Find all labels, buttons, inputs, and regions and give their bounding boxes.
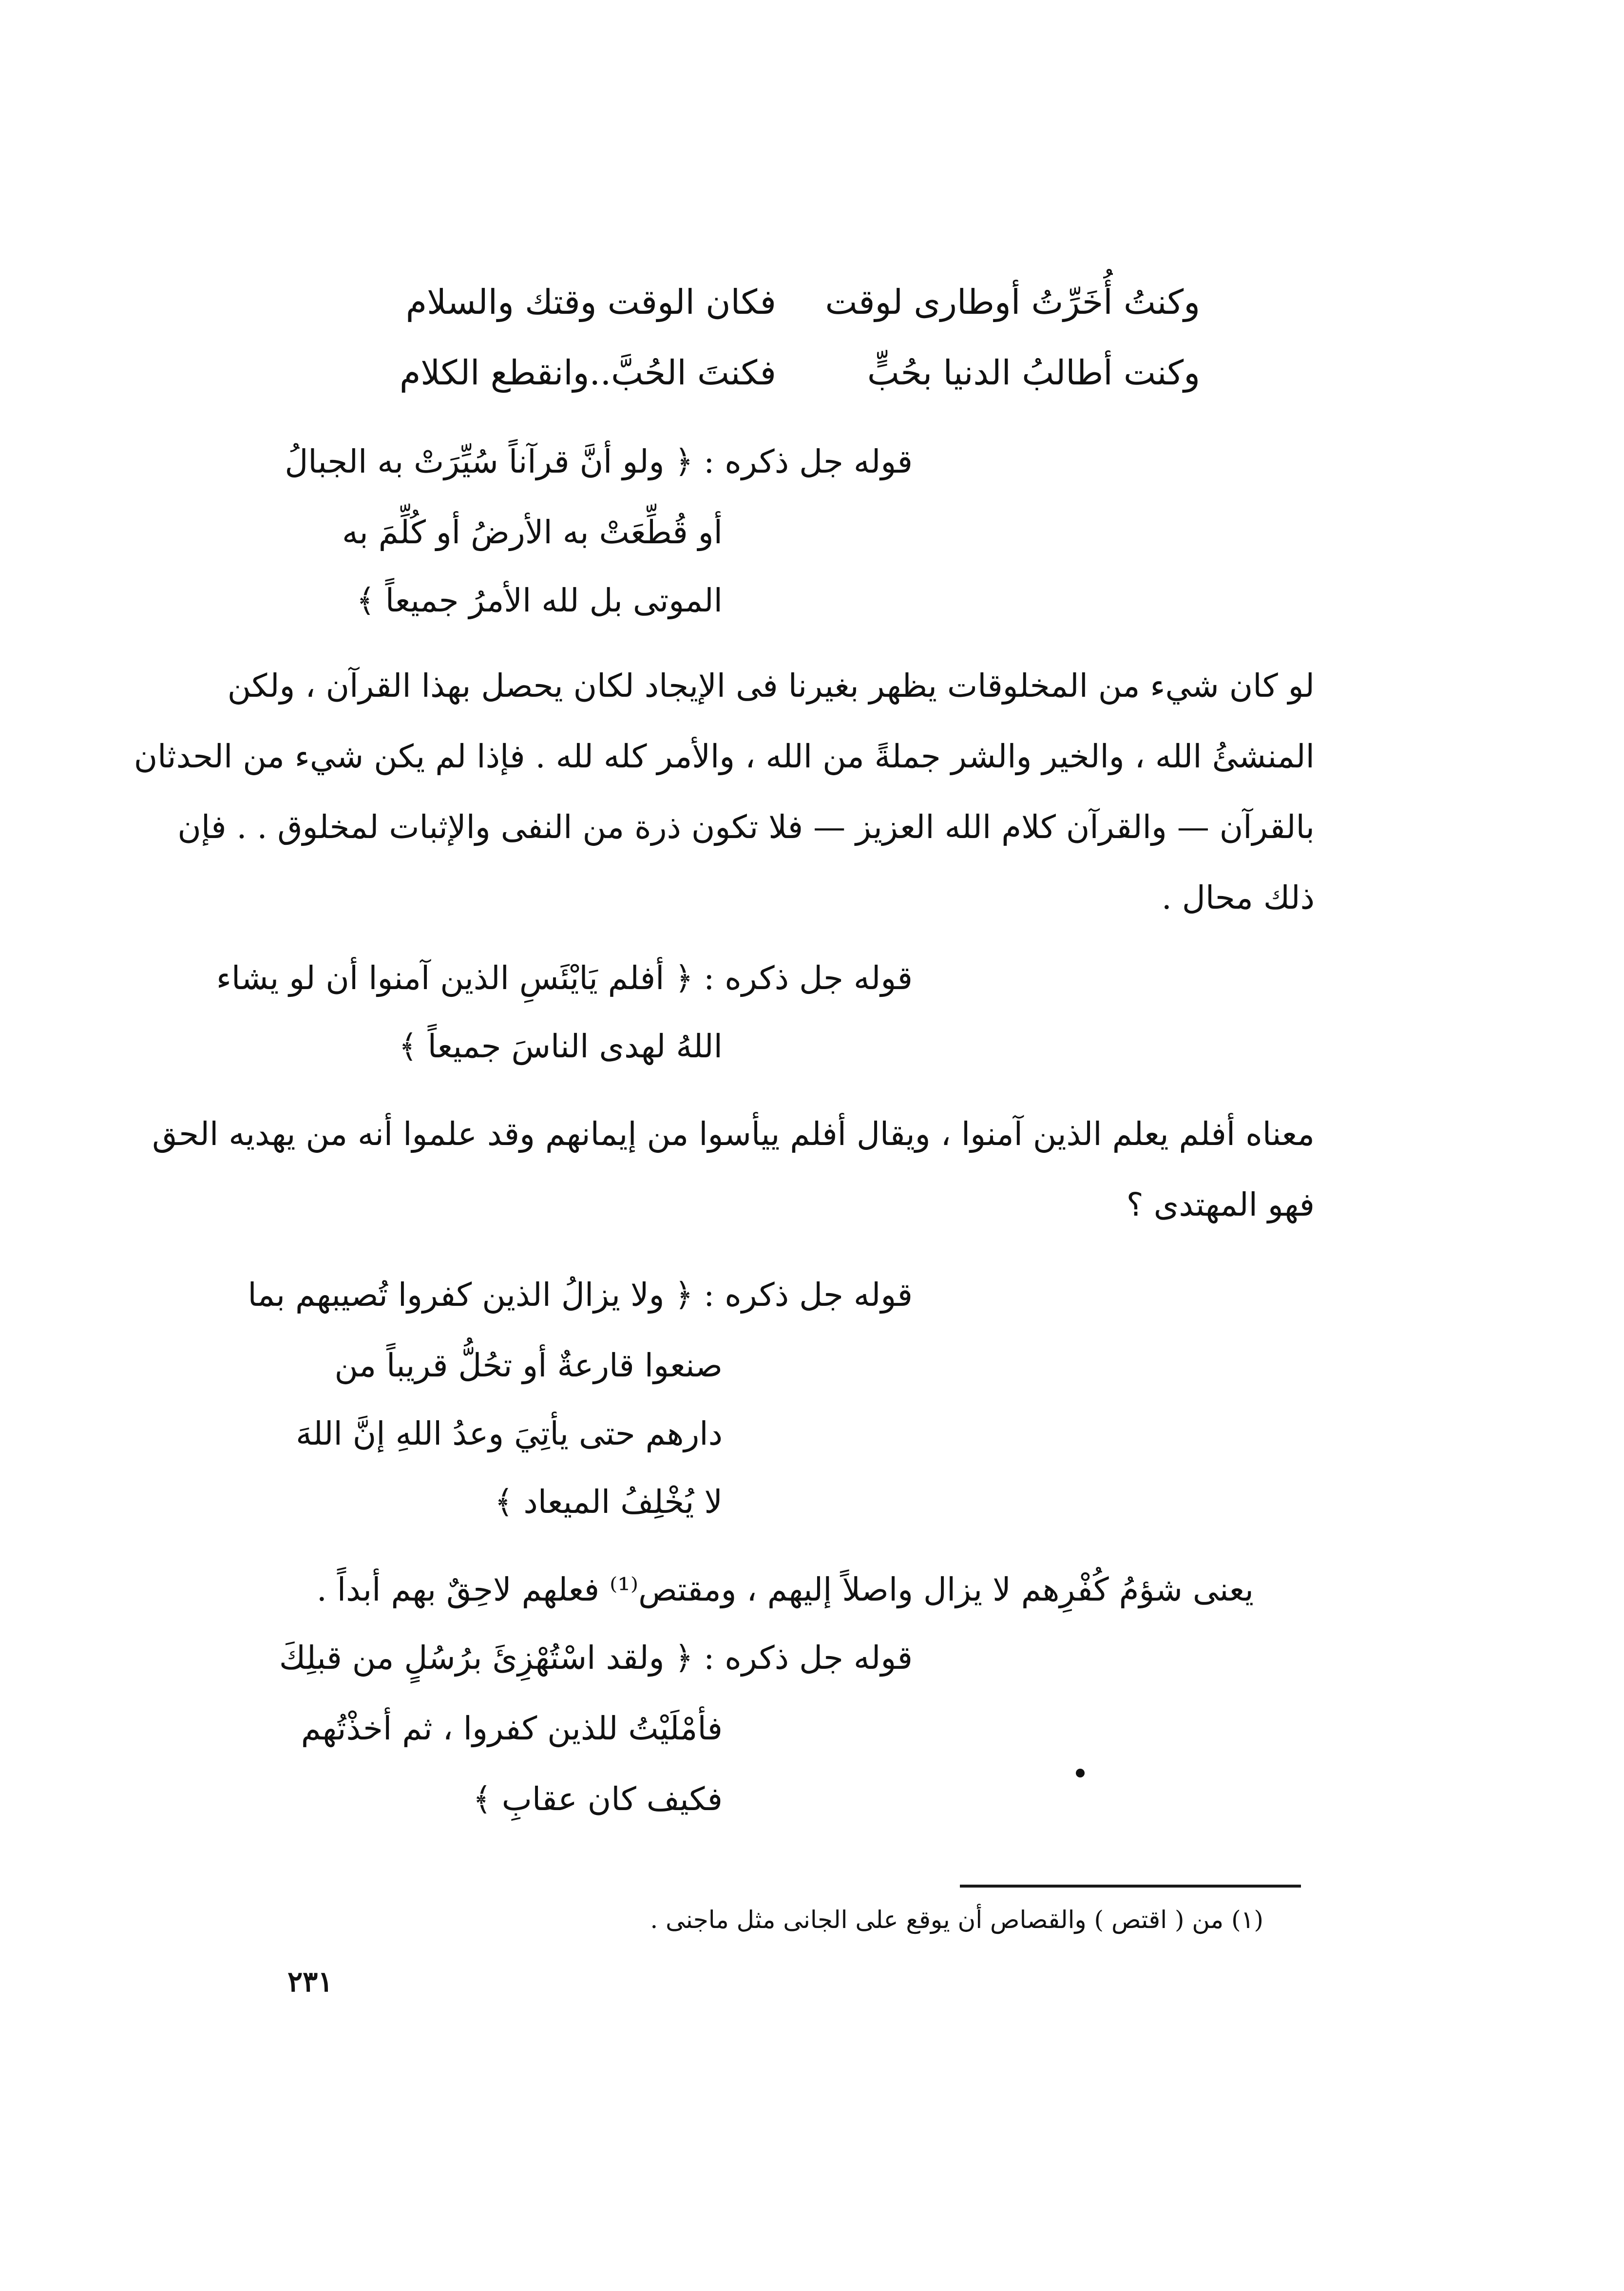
section2-verse-line1: قوله جل ذكره : ﴿ أفلم يَايْئَسِ الذين آمنوا أن لو يشاء [216,959,913,997]
section2-comment-line2: فهو المهتدى ؟ [1126,1186,1315,1223]
section2-verse-line2: اللهُ لهدى الناسَ جميعاً ﴾ [399,1028,723,1065]
section3-verse-line1: قوله جل ذكره : ﴿ ولا يزالُ الذين كفروا تُصيبهم بما [248,1276,913,1314]
stray-dot [1076,1769,1085,1777]
footnote-text: (١) من ( اقتص ) والقصاص أن يوقع على الجانى مثل ماجنى . [650,1906,1263,1934]
section1-verse-line1: قوله جل ذكره : ﴿ ولو أنَّ قرآناً سُيِّرَتْ به الجبالُ [285,443,913,480]
poem-line1-right: وكنتُ أُخَرِّتُ أوطارى لوقت [825,282,1200,322]
section1-comment-line4: ذلك محال . [1161,879,1315,916]
section4-verse-line1: قوله جل ذكره : ﴿ ولقد اسْتُهْزِئَ برُسُلٍ من قبلِكَ [279,1639,913,1677]
poem-line2-right: وكنت أطالبُ الدنيا بحُبٍّ [867,353,1200,393]
section3-verse-line2: صنعوا قارعةٌ أو تحُلُّ قريباً من [334,1347,723,1384]
section1-comment-line2: المنشئُ الله ، والخير والشر جملةً من الله ، والأمر كله لله . فإذا لم يكن شيء من الحدثان [134,738,1315,775]
section4-verse-line3: فكيف كان عقابِ ﴾ [473,1780,723,1818]
footnote-divider [960,1885,1301,1888]
section1-comment-line1: لو كان شيء من المخلوقات يظهر بغيرنا فى الإيجاد لكان يحصل بهذا القرآن ، ولكن [227,667,1315,705]
section1-comment-line3: بالقرآن — والقرآن كلام الله العزيز — فلا تكون ذرة من النفى والإثبات لمخلوق . . فإن [177,808,1315,846]
section3-verse-line4: لا يُخْلِفُ الميعاد ﴾ [494,1483,723,1521]
section3-comment-line1: يعنى شؤمُ كُفْرِهم لا يزال واصلاً إليهم ، ومقتص⁽¹⁾ فعلهم لاحِقٌ بهم أبداً . [316,1571,1254,1608]
poem-line2-left: فكنتَ الحُبَّ..وانقطع الكلام [399,353,776,393]
section4-verse-line2: فأمْلَيْتُ للذين كفروا ، ثم أخذْتُهم [301,1710,723,1747]
section3-verse-line3: دارهم حتى يأتِيَ وعدُ اللهِ إنَّ اللهَ [296,1415,723,1452]
page-number: ٢٣١ [287,1965,333,1998]
section1-verse-line2: أو قُطِّعَتْ به الأرضُ أو كُلِّمَ به [342,514,723,551]
poem-line1-left: فكان الوقت وقتك والسلام [405,282,776,322]
section2-comment-line1: معناه أفلم يعلم الذين آمنوا ، ويقال أفلم ييأسوا من إيمانهم وقد علموا أنه من يهديه الحق [152,1115,1315,1153]
section1-verse-line3: الموتى بل لله الأمرُ جميعاً ﴾ [356,582,723,619]
